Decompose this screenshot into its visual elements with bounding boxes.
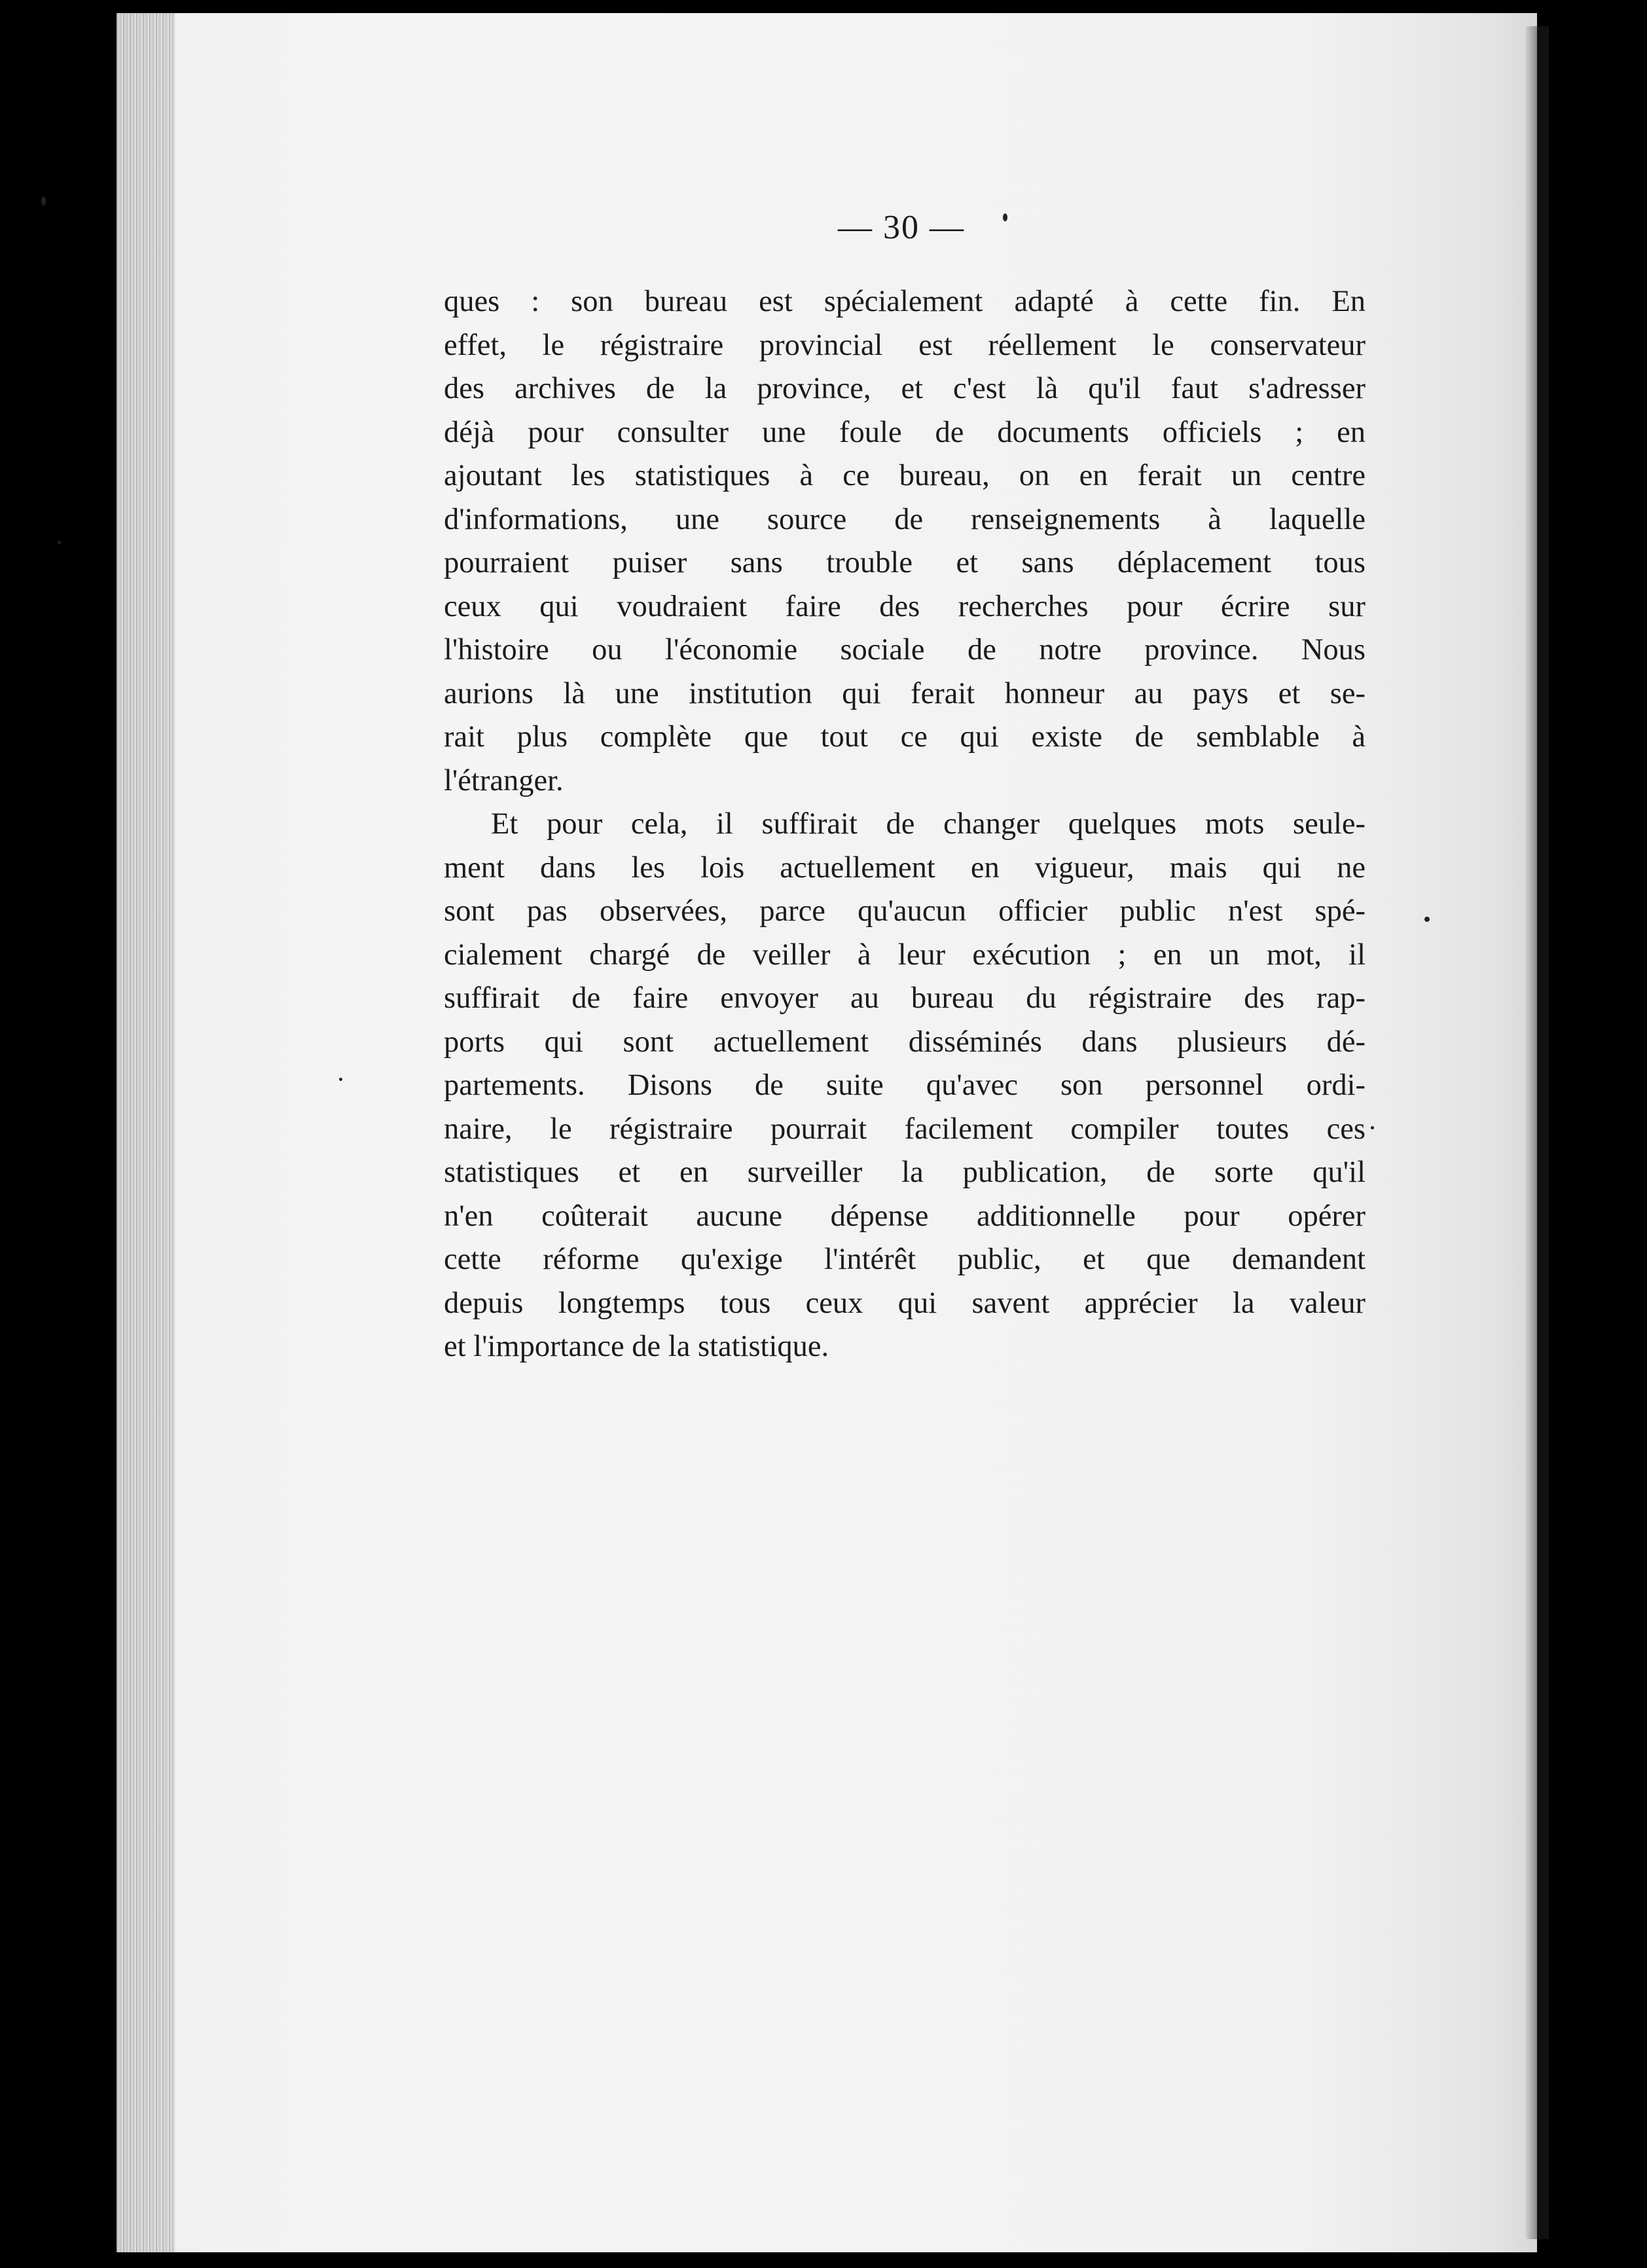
scan-speck xyxy=(1371,1126,1374,1129)
text-line: ques : son bureau est spécialement adapté à cette fin. En xyxy=(444,285,1366,318)
text-line: cialement chargé de veiller à leur exécution ; en un mot, il xyxy=(444,938,1366,972)
scan-speck xyxy=(1003,213,1007,221)
text-line: effet, le régistraire provincial est réellement le conservateur xyxy=(444,328,1366,362)
text-line: Et pour cela, il suffirait de changer quelques mots seule- xyxy=(491,807,1366,841)
text-line: suffirait de faire envoyer au bureau du régistraire des rap- xyxy=(444,981,1366,1015)
text-line: déjà pour consulter une foule de documents officiels ; en xyxy=(444,415,1366,449)
text-line: d'informations, une source de renseignements à laquelle xyxy=(444,502,1366,536)
text-line: statistiques et en surveiller la publication, de sorte qu'il xyxy=(444,1156,1366,1189)
gutter-shadow xyxy=(1525,26,1537,2239)
binding-edge xyxy=(1537,26,1549,2239)
text-line: naire, le régistraire pourrait facilement compiler toutes ces xyxy=(444,1112,1366,1146)
text-line: ment dans les lois actuellement en vigueur, mais qui ne xyxy=(444,850,1366,885)
paragraph-1 xyxy=(444,280,1366,803)
text-line: cette réforme qu'exige l'intérêt public, et que demandent xyxy=(444,1243,1366,1276)
text-line: aurions là une institution qui ferait honneur au pays et se- xyxy=(444,676,1366,710)
text-line: ajoutant les statistiques à ce bureau, on en ferait un centre xyxy=(444,459,1366,492)
scan-speck xyxy=(58,541,61,544)
paragraph-2 xyxy=(444,803,1366,1369)
text-line: n'en coûterait aucune dépense additionnelle pour opérer xyxy=(444,1199,1366,1233)
text-line: pourraient puiser sans trouble et sans déplacement tous xyxy=(444,546,1366,579)
body-text xyxy=(444,280,1366,1369)
text-line: ports qui sont actuellement disséminés dans plusieurs dé- xyxy=(444,1025,1366,1059)
page-edges xyxy=(117,13,175,2252)
scan-speck xyxy=(41,196,46,206)
text-line: l'histoire ou l'économie sociale de notre province. Nous xyxy=(444,633,1366,667)
text-line: partements. Disons de suite qu'avec son personnel ordi- xyxy=(444,1069,1366,1102)
text-line: des archives de la province, et c'est là qu'il faut s'adresser xyxy=(444,372,1366,405)
text-line: sont pas observées, parce qu'aucun officier public n'est spé- xyxy=(444,894,1366,928)
scan-speck xyxy=(339,1078,342,1081)
text-line: ceux qui voudraient faire des recherches pour écrire sur xyxy=(444,589,1366,623)
text-line: et l'importance de la statistique. xyxy=(444,1330,829,1363)
text-line: depuis longtemps tous ceux qui savent apprécier la valeur xyxy=(444,1286,1366,1320)
page-number: — 30 — xyxy=(838,209,965,246)
text-line: rait plus complète que tout ce qui existe de semblable à xyxy=(444,720,1366,754)
text-line: l'étranger. xyxy=(444,763,564,797)
scan-speck xyxy=(1424,917,1430,922)
